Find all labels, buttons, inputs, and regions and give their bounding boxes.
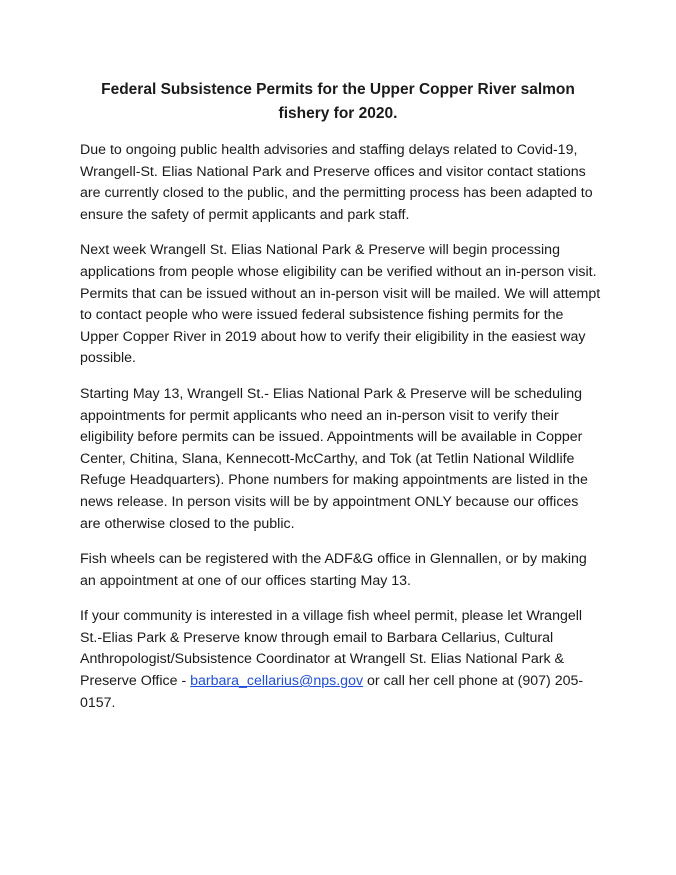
document-title: Federal Subsistence Permits for the Upper Copper River salmon fishery for 2020. xyxy=(101,81,575,122)
paragraph-appointments: Starting May 13, Wrangell St.- Elias National Park & Preserve will be scheduling appointments for permit applicants who need an in-person visit to verify their eligibility before permits can be issued. Appointments will be available in Copper Center, Chitina, Slana, Kennecott-McCarthy, and Tok (at Tetlin National Wildlife Refuge Headquarters). Phone numbers for making appointments are listed in the news release. In person visits will be by appointment ONLY because our offices are otherwise closed to the public. xyxy=(80,385,588,532)
paragraph-village-permit xyxy=(80,606,602,714)
village-permit-text: If your community is interested in a village fish wheel permit, please let Wrangell St.-Elias Park & Preserve know through email to Barbara Cellarius, Cultural Anthropologist/Subsistence Coordinator at Wrangell St. Elias National Park & Preserve Office - xyxy=(80,608,583,690)
paragraph-fish-wheels: Fish wheels can be registered with the ADF&G office in Glennallen, or by making an appointment at one of our offices starting May 13. xyxy=(80,551,587,589)
email-link[interactable]: barbara_cellarius@nps.gov xyxy=(190,673,364,690)
phone-text: or call her cell phone at (907) 205-0157. xyxy=(80,673,584,711)
paragraph-processing: Next week Wrangell St. Elias National Park & Preserve will begin processing applications from people whose eligibility can be verified without an in-person visit. Permits that can be issued without an in-person visit will be mailed. We will attempt to contact people who were issued federal subsistence fishing permits for the Upper Copper River in 2019 about how to verify their eligibility in the easiest way possible. xyxy=(80,242,601,367)
paragraph-covid-closure: Due to ongoing public health advisories and staffing delays related to Covid-19, Wrangell-St. Elias National Park and Preserve offices and visitor contact stations are currently closed to the public, and the permitting process has been adapted to ensure the safety of permit applicants and park staff. xyxy=(80,142,593,223)
document-body xyxy=(80,140,602,728)
